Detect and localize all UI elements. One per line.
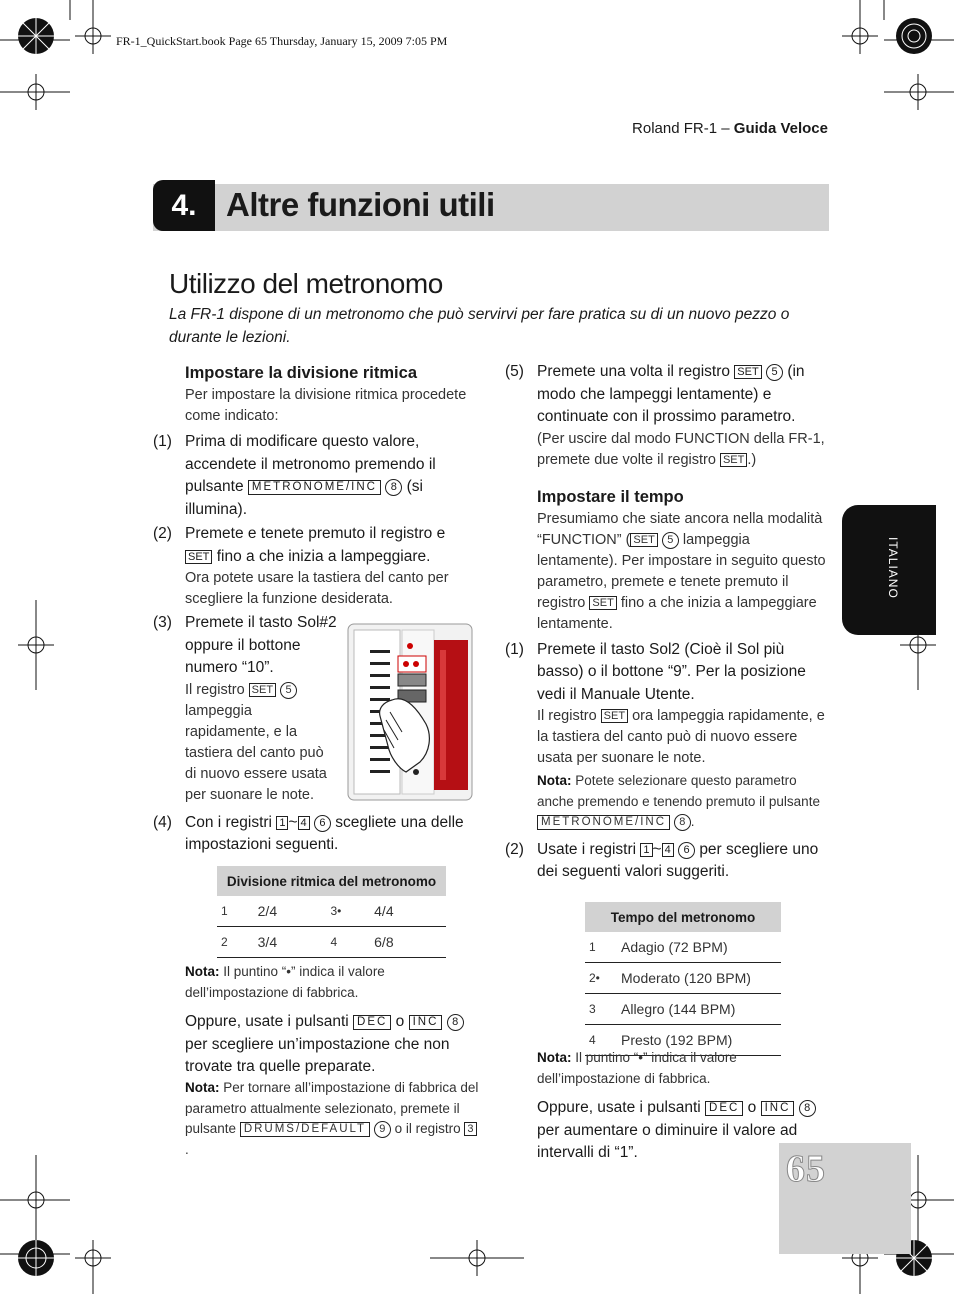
left-step-4 [153, 812, 475, 857]
step-5-number: (5) [505, 363, 524, 380]
running-head-product: Roland FR-1 [632, 120, 718, 137]
key-4: 4 [298, 816, 310, 830]
table-cell: 4/4 [373, 896, 446, 927]
left-step-2 [153, 523, 475, 568]
set-register-2: SET [249, 683, 276, 697]
step-5-note-a: (Per uscire dal modo FUNCTION della FR-1, premete due volte il registro [537, 430, 825, 468]
circle-6: 6 [314, 815, 331, 832]
right-oppure-b: per aumentare o diminuire il valore ad intervalli di “1”. [537, 1121, 798, 1161]
table-row [585, 994, 781, 1025]
set-register-5: SET [630, 533, 657, 547]
left-table [217, 866, 446, 958]
key-4: 4 [662, 843, 674, 857]
table-cell: 2/4 [257, 896, 330, 927]
circle-5: 5 [280, 682, 297, 699]
table-cell: 2 [217, 927, 257, 958]
step-1-number: (1) [153, 433, 172, 450]
o-word: o [747, 1099, 757, 1116]
circle-8: 8 [447, 1014, 464, 1031]
nota-label: Nota: [185, 1080, 220, 1095]
left-note-1 [185, 962, 477, 1003]
step-4-number: (4) [153, 813, 172, 831]
nota-label: Nota: [185, 964, 220, 979]
right-lead [537, 509, 829, 635]
right-step-1-text-a: Premete il tasto Sol2 (Cioè il Sol più basso) o il bottone “9”. Per la posizione vedi il Manuale Utente. [537, 640, 806, 703]
circle-8: 8 [674, 814, 691, 831]
key-1: 1 [640, 843, 652, 857]
left-oppure-b: per scegliere un’impostazione che non trovate tra quelle preparate. [185, 1035, 450, 1075]
table-cell: 3• [329, 896, 373, 927]
right-lead-c: fino a che inizia a lampeggiare lentamente. [537, 594, 817, 632]
table-cell: 3/4 [257, 927, 330, 958]
step-4-text-a: Con i registri [185, 813, 272, 831]
key-3: 3 [464, 1122, 476, 1136]
table-cell: 6/8 [373, 927, 446, 958]
step-2-number: (2) [153, 525, 172, 542]
right-step-5 [505, 361, 829, 429]
page-number: 65 [786, 1148, 826, 1190]
set-register-3: SET [734, 365, 761, 379]
right-step-2 [505, 839, 829, 884]
left-oppure [185, 1011, 477, 1079]
running-head-guide: Guida Veloce [733, 120, 828, 137]
step-2-text-a: Premete e tenete premuto il registro e [185, 525, 446, 542]
right-step-1-b [537, 706, 829, 769]
right-step-1-text-c: ora lampeggia rapidamente, e la tastiera del canto può di nuovo essere usata per suonare le note. [537, 708, 825, 766]
left-heading: Impostare la divisione ritmica [185, 364, 417, 382]
set-register-6: SET [589, 596, 616, 610]
right-heading: Impostare il tempo [537, 487, 684, 506]
right-step-1 [505, 639, 829, 707]
step-2-text-b: fino a che inizia a lampeggiare. [216, 547, 431, 565]
step-5-note-b: .) [747, 451, 757, 468]
accordion-illustration [346, 620, 478, 804]
table-cell: Presto (192 BPM) [620, 1025, 781, 1056]
left-note-2: Nota: Per tornare all’impostazione di fabbrica del parametro attualmente selezionato, premete il pulsante DRUMS/DEFAULT 9 o il registro 3. [185, 1080, 479, 1157]
metronome-inc-button-2: METRONOME/INC [537, 815, 670, 830]
table-cell: 1 [585, 932, 620, 963]
right-note-1 [537, 1048, 829, 1089]
set-register-7: SET [601, 709, 628, 723]
circle-5: 5 [766, 364, 783, 381]
right-note-1-text: Il puntino “•” indica il valore dell’impostazione di fabbrica. [537, 1050, 737, 1086]
section-title: Utilizzo del metronomo [169, 268, 443, 299]
left-step-3 [153, 612, 337, 806]
step-2-note: Ora potete usare la tastiera del canto per scegliere la funzione desiderata. [185, 570, 449, 607]
left-note-2-text-a: Per tornare all’impostazione di fabbrica del parametro attualmente selezionato, premete il pulsante [185, 1080, 479, 1136]
dec-button: DEC [705, 1101, 743, 1116]
table-cell: Adagio (72 BPM) [620, 932, 781, 963]
table-cell: Allegro (144 BPM) [620, 994, 781, 1025]
step-1-text-a: Prima di modificare questo valore, accendete il metronomo premendo il pulsante [185, 433, 436, 495]
step-3-text-c-body: lampeggia rapidamente, e la tastiera del canto può di nuovo essere usata per suonare le note. [185, 702, 327, 803]
dec-button: DEC [353, 1015, 391, 1030]
step-5-text-a: Premete una volta il registro [537, 363, 730, 380]
right-step-1-note: Nota: Potete selezionare questo parametro anche premendo e tenendo premuto il pulsante METRONOME/INC 8 . [537, 773, 820, 829]
inc-button: INC [761, 1101, 795, 1116]
running-head-dash: – [721, 120, 730, 137]
right-oppure-a: Oppure, usate i pulsanti [537, 1099, 701, 1116]
left-note-2-text-b: o il registro [394, 1121, 461, 1136]
table-row [585, 963, 781, 994]
o-word: o [395, 1013, 405, 1030]
right-step-2-text-a: Usate i registri [537, 840, 637, 858]
right-column [505, 361, 830, 884]
left-table-header: Divisione ritmica del metronomo [217, 866, 446, 896]
running-head [632, 120, 828, 137]
nota-label: Nota: [537, 773, 572, 788]
metronome-inc-button: METRONOME/INC [248, 480, 381, 495]
step-3-text-b: Il registro [185, 681, 245, 698]
set-register: SET [185, 550, 212, 564]
circle-8: 8 [799, 1100, 816, 1117]
table-cell: 4 [585, 1025, 620, 1056]
inc-button: INC [409, 1015, 443, 1030]
right-step-1-text-b: Il registro [537, 708, 597, 724]
chapter-number: 4. [153, 180, 215, 231]
nota-label: Nota: [537, 1050, 572, 1065]
left-oppure-a: Oppure, usate i pulsanti [185, 1013, 349, 1030]
slug-line: FR-1_QuickStart.book Page 65 Thursday, January 15, 2009 7:05 PM [116, 34, 448, 48]
set-register-4: SET [720, 453, 747, 467]
step-5-note [537, 429, 829, 471]
table-cell: 2• [585, 963, 620, 994]
language-tab-label: ITALIANO [886, 537, 900, 599]
table-row [217, 927, 446, 958]
right-step-1-note-a: Potete selezionare questo parametro anche premendo e tenendo premuto il pulsante [537, 773, 820, 809]
left-note-1-text: Il puntino “•” indica il valore dell’impostazione di fabbrica. [185, 964, 385, 1000]
step-3-number: (3) [153, 614, 172, 631]
step-5-text-b: (in modo che lampeggi lentamente) e continuate con il prossimo parametro. [537, 363, 805, 425]
key-1: 1 [276, 816, 288, 830]
drums-default-button: DRUMS/DEFAULT [240, 1122, 370, 1137]
tilde: ~ [652, 840, 662, 858]
right-step-2-text-b: per scegliere uno dei seguenti valori suggeriti. [537, 840, 819, 880]
step-3-text-a: Premete il tasto Sol#2 oppure il bottone numero “10”. [185, 614, 337, 676]
circle-6: 6 [678, 842, 695, 859]
right-step-1-number: (1) [505, 640, 524, 658]
tilde: ~ [288, 813, 298, 831]
step-1-text-b: (si illumina). [185, 478, 423, 518]
left-step-1 [153, 431, 475, 521]
table-cell: 1 [217, 896, 257, 927]
table-cell: 4 [329, 927, 373, 958]
right-step-2-number: (2) [505, 840, 524, 858]
chapter-title: Altre funzioni utili [226, 186, 495, 223]
table-row [585, 932, 781, 963]
right-lead-b: lampeggia lentamente). Per impostare in seguito questo parametro, premete e tenete premuto il registro [537, 531, 826, 611]
table-cell: Moderato (120 BPM) [620, 963, 781, 994]
intro-text: La FR-1 dispone di un metronomo che può servirvi per fare pratica su di un nuovo pezzo o durante le lezioni. [169, 306, 790, 346]
right-lead-a: Presumiamo che siate ancora nella modalità “FUNCTION” ( [537, 510, 823, 548]
table-cell: 3 [585, 994, 620, 1025]
step-4-text-b: scegliete una delle impostazioni seguenti. [185, 813, 464, 853]
circle-9: 9 [374, 1121, 391, 1138]
right-table [585, 902, 781, 1056]
right-table-header: Tempo del metronomo [585, 902, 781, 932]
left-lead: Per impostare la divisione ritmica procedete come indicato: [185, 387, 467, 424]
circle-5: 5 [662, 532, 679, 549]
step-3-text-c [185, 680, 337, 806]
table-row [217, 896, 446, 927]
circle-8: 8 [385, 479, 402, 496]
